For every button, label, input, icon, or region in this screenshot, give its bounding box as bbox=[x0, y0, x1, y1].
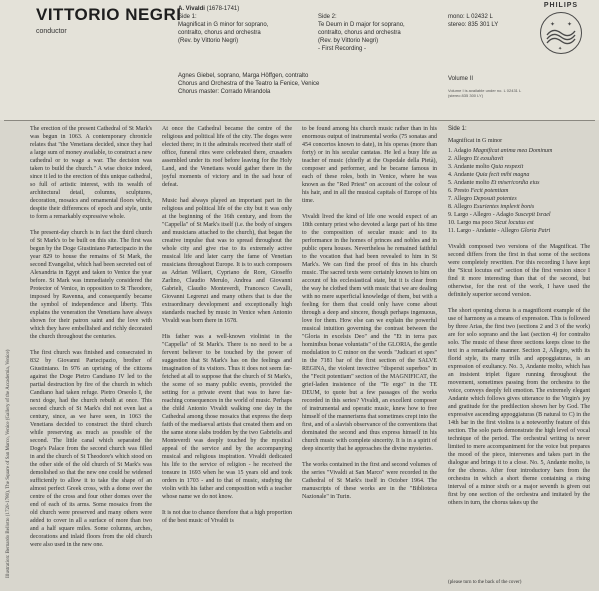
paragraph: The present-day church is in fact the third church of St Mark's to be built on this site. The first was begun by the Doge Giustiniano Partecipazio in the year 829 to house the remains of St Mark, the second Evangelist, which had been secreted out of Alexandria in Egypt and taken to Venice the year before. St Mark was immediately considered the Protector of Venice, in opposition to St Theodore, imposed by Ravenna, and consequently became the symbol of independence and liberty. This explains the veneration the Venetians have always shown for their patron saint and the love with which they have embellished and richly decorated the church throughout the centuries. bbox=[30, 230, 152, 340]
mono-catalog: mono: L 02432 L bbox=[448, 14, 493, 20]
stereo-catalog: stereo: 835 301 LY bbox=[448, 22, 499, 28]
catalog-numbers bbox=[448, 13, 538, 29]
side1-title-line: (Rev. by Vittorio Negri) bbox=[178, 38, 239, 44]
track-text: Et misericordia eius bbox=[491, 180, 540, 186]
track-item bbox=[448, 163, 590, 171]
svg-text:✦: ✦ bbox=[567, 22, 573, 28]
illustration-caption bbox=[2, 150, 16, 580]
caption-text: Illustration: Bernardo Bellotto (1720-1780), The Square of San Marco, Venice (Gallery of the Accademia, Venice) bbox=[6, 349, 11, 578]
track-item bbox=[448, 227, 590, 235]
paragraph: Vivaldi composed two versions of the Magnificat. The second differs from the first in that some of the sections were completely rewritten. For this recording I have kept the "Sicut locutus est" section of the first version since I find it more interesting than that of the second, but otherwise, for the rest of the work, I have used the definitely superior second version. bbox=[448, 244, 590, 298]
paragraph: The first church was finished and consecrated in 832 by Giovanni Partecipazio, brother of Giustiniano. In 976 an uprising of the citizens against the Doge Pietro Candiano IV led to the partial destruction by fire of the church in which Candiano had taken refuge. Pietro Orseolo I, the next doge, had the church rebuilt at once. This second church of St Mark's did not even last a century, since, as we have seen, in 1063 the Venetians decided to construct the third church while preserving as much as possible of the second. The little canal which separated the Doge's Palace from the second church was filled in and the church of St Theodore's which stood on the other side of the old church of St Mark's was demolished so that the new one could be widened sufficiently to allow it to take the shape of an almost perfect Greek cross, with a dome over the centre of the cross and four other domes over the end of each of its arms. Some mosaics from the old church were preserved and many others were added to cover in all a surface of more than two and a half square miles. Some columns, arches, decorations and inlaid floors from the old church were also used in the new one. bbox=[30, 350, 152, 548]
track-number: 9. bbox=[448, 212, 453, 218]
track-number: 8. bbox=[448, 204, 453, 210]
track-tempo: Largo - Andante - Allegro bbox=[456, 228, 519, 234]
track-tempo: Presto bbox=[454, 188, 469, 194]
paragraph: The erection of the present Cathedral of St Mark's was begun in 1063. A contemporary chronicle relates that "the Venetians decided, since they had a large sum of money available, to construct a new cathedral or to wage a war. The decision was taken to build the church." A wise choice indeed, since it led to the erection of this unique cathedral, so full of artistic interest, with its wealth of architectural detail, columns, sculptures, decoration, mosaics and ornamental floors which, despite their differences of epoch and style, unite to form a remarkably expressive whole. bbox=[30, 126, 152, 220]
work-title: Magnificat in G minor bbox=[448, 138, 503, 144]
side1-header bbox=[178, 5, 318, 45]
side2-title-line: Te Deum in D major for soprano, bbox=[318, 22, 405, 28]
artist-name: VITTORIO NEGRI bbox=[36, 5, 182, 24]
composer-dates: (1678-1741) bbox=[206, 6, 240, 12]
paragraph: The works contained in the first and second volumes of the series "Vivaldi at San Marco" were recorded in the Cathedral of St Mark's itself in October 1964. The manuscripts of these works are in the "Biblioteca Nazionale" in Turin. bbox=[302, 462, 437, 500]
track-text: Magnificat anima mea Dominum bbox=[472, 148, 553, 154]
track-tempo: Andante bbox=[453, 172, 474, 178]
track-tempo: Allegro bbox=[453, 156, 472, 162]
side2-title-line: contralto, chorus and orchestra bbox=[318, 30, 401, 36]
side1-label: Side 1: bbox=[178, 14, 197, 20]
track-tempo: Largo ma poco bbox=[457, 220, 494, 226]
paragraph: At once the Cathedral became the centre of the religious and political life of the city. The doges were elected there; in it the admirals received their staff of office, funeral rites were celebrated there, crusaders assembled under its roof before leaving for the Holy Land, and the Venetians would gather there in the joyful moments of victory and in the sad hour of defeat. bbox=[162, 126, 292, 188]
track-number: 4. bbox=[448, 172, 453, 178]
track-number: 2. bbox=[448, 156, 453, 162]
artist-role: conductor bbox=[36, 28, 67, 35]
essay-column-3 bbox=[302, 125, 437, 580]
soloists: Agnes Giebel, soprano, Marga Höffgen, contralto bbox=[178, 73, 309, 79]
paragraph: His father was a well-known violinist in the "Cappella" of St Mark's. There is no need to be a fervent believer to be touched by the power of suggestion that St Mark's has on the feelings and imagination of its visitors. Thus it does not seem far-fetched at all to suppose that the church of St Mark's, the scene of so many public events, provided the setting for a private event that was to have far-reaching consequences in the world of music. Perhaps the child Antonio Vivaldi walking one day in the Cathedral among those mosaics that express the deep faith of the mediaeval artists that created them and on the same stone slabs trodden by the two Gabrielis and Monteverdi was deeply touched by the mystical appeal of the service and by the accompanying musical and religious inspiration. Vivaldi dedicated his life to the service of religion - he received the tonsure in 1693 when he was 15 years old and took orders in 1703 - and to that of music, studying the violin with his father and composition with a teacher whose name we do not know. bbox=[162, 334, 292, 500]
orchestra: Chorus and Orchestra of the Teatro la Fenice, Venice bbox=[178, 81, 320, 87]
track-tempo: Adagio bbox=[453, 148, 472, 154]
paragraph: Vivaldi lived the kind of life one would expect of an 18th century priest who devoted a large part of his time to the composition of secular music and to its performance in the homes of princes and nobles and in public opera houses. Nevertheless he remained faithful to the vocation that had been revealed to him in St Mark's. We can find the proof of this in his church music. The sacred texts were certainly known to him on account of his ecclesiastical state, but it is clear from the way he clothed them with music that we are dealing with no mere superficial knowledge of them, but with a feeling for them that could only have come about through a deep and sincere, though perhaps ingenuous, love for them. How else can we explain the powerful musical intuition governing the contrast between the "Gloria in excelsis Deo" and the "Et in terra pax hominibus bonae voluntatis" of the GLORIA, the gentle modulation to C minor on the words "Judicari et spes" in the 7181 bar of the first section of the SALVE REGINA, the violent invective "dispersit superbos" in the "Fecit potentiam" section of the MAGNIFICAT, the grief-laden insistence of the "Te ergo" in the TE DEUM, to quote but a few passages of the works recorded in this series? Vivaldi, an excellent composer of instrumental and operatic music, knew how to free himself of the mannerisms that sometimes crept into the first, and of a slavish observance of the conventions that dominated the second and thus express himself in his church music with complete sincerity. It is in a spirit of deep sincerity that he approaches the divine mysteries. bbox=[302, 214, 437, 452]
track-text: Suscepit Israel bbox=[515, 212, 551, 218]
performers bbox=[178, 72, 448, 96]
side2-title-line: (Rev. by Vittorio Negri) bbox=[318, 38, 379, 44]
track-text: Esurientes implevit bonis bbox=[473, 204, 535, 210]
track-number: 5. bbox=[448, 180, 453, 186]
track-tempo: Largo - Allegro - Adagio bbox=[454, 212, 514, 218]
track-tempo: Allegro bbox=[453, 204, 472, 210]
track-item bbox=[448, 179, 590, 187]
side-label: Side 1: bbox=[448, 126, 467, 132]
track-item bbox=[448, 187, 590, 195]
track-number: 7. bbox=[448, 196, 453, 202]
track-item bbox=[448, 211, 590, 219]
chorus-master: Chorus master: Corrado Mirandola bbox=[178, 89, 271, 95]
footer-note: (please turn to the back of the cover) bbox=[448, 580, 522, 585]
side1-title-line: contralto, chorus and orchestra bbox=[178, 30, 261, 36]
track-text: Quia fecit mihi magna bbox=[475, 172, 530, 178]
volume-label: Volume II bbox=[448, 76, 474, 82]
track-item bbox=[448, 203, 590, 211]
svg-text:✦: ✦ bbox=[550, 22, 556, 28]
track-tempo: Andante molto bbox=[453, 180, 490, 186]
track-number: 3. bbox=[448, 164, 453, 170]
paragraph: Music had always played an important part in the religious and political life of the city but it was only at the beginning of the 16th century, and from the "Cappella" of St Mark's itself (i.e. the body of singers and musicians attached to the church), that began the creative impulse that was to spread throughout the whole city and give rise to its extremely active musical life and later carry the fame of Venetian musicians throughout Europe. It is to such composers as Adrian Willaert, Cypriano de Rore, Gioseffo Zarlino, Claudio Merulo, Andrea and Giovanni Gabrieli, Claudio Monteverdi, Francesco Cavalli, Giovanni Legrenzi and many others that is due the extraordinary development and exceptionally high standards reached by music in Venice when Antonio Vivaldi was born there in 1678. bbox=[162, 198, 292, 324]
paragraph: to be found among his church music rather than in his enormous output of instrumental works (75 sonatas and 454 concertos known to date), in his operas (more than forty) or in his secular cantatas. He led a busy life as teacher of music (chiefly at the Ospedale della Pietà), composer and performer, and he became famous in each of these roles, both in Venice, where he was known as the "Red Priest" on account of the colour of his hair, and in all the musical capitals of Europe of his time. bbox=[302, 126, 437, 204]
track-item bbox=[448, 155, 590, 163]
track-item bbox=[448, 147, 590, 155]
track-text: Et exsultavit bbox=[473, 156, 504, 162]
track-list bbox=[448, 147, 590, 235]
philips-shield-icon bbox=[540, 12, 582, 54]
track-number: 11. bbox=[448, 228, 456, 234]
side2-title-line: - First Recording - bbox=[318, 46, 367, 52]
side1-title-line: Magnificat in G minor for soprano, bbox=[178, 22, 269, 28]
essay-column-1 bbox=[30, 125, 152, 580]
paragraph: The short opening chorus is a magnificent example of the use of harmony as a means of expression. This is followed by three Arias, the first two (sections 2 and 3 of the work) are for solo soprano and the last (section 4) for contralto solo. The music of these three sections keeps close to the text in a remarkable manner. Section 2, Allegro, with its florid style, its many trills and appoggiaturas, is an expression of exultancy. No. 3, Andante molto, which has an insistent triplet figure running throughout the movement, sometimes passing from the orchestra to the voice, conveys deeply felt emotion. The extremely elegant Andante which follows gives utterance to the Virgin's joy and gratitude for the predilection shown her by God. The expressive ascending appoggiaturas (B natural to C) in the 14th bar in the first violins is a noteworthy feature of this section. The solo parts demonstrate the high level of vocal technique of the period. The orchestral writing is never limited to mere accompaniment for the voice but prepares the mood of the piece, intervenes and takes part in the dialogue and brings it to a close. No. 5, Andante molto, is for the chorus. After four introductory bars from the orchestra in which a short theme containing a rising interval of a minor sixth or a major seventh is given out first by one section of the orchestra and imitated by the others in turn, the chorus takes up the bbox=[448, 308, 590, 506]
track-text: Sicut locutus est bbox=[494, 220, 534, 226]
track-text: Deposuit potentes bbox=[473, 196, 517, 202]
track-item bbox=[448, 219, 590, 227]
composer-name: A. Vivaldi bbox=[178, 6, 205, 12]
track-text: Quia respexit bbox=[491, 164, 524, 170]
notes-column-4 bbox=[448, 125, 590, 575]
essay-column-2 bbox=[162, 125, 292, 580]
track-tempo: Allegro bbox=[453, 196, 472, 202]
brand-name: PHILIPS bbox=[543, 2, 579, 9]
paragraph: It is not due to chance therefore that a high proportion of the best music of Vivaldi is bbox=[162, 510, 292, 524]
volume-note: Volume I is available under no. L 02431 L (stereo 835 300 LY) bbox=[448, 88, 522, 98]
track-item bbox=[448, 195, 590, 203]
track-item bbox=[448, 171, 590, 179]
svg-text:✦: ✦ bbox=[558, 47, 563, 52]
track-number: 10. bbox=[448, 220, 456, 226]
track-number: 6. bbox=[448, 188, 453, 194]
side2-header bbox=[318, 13, 458, 53]
header-divider bbox=[4, 120, 595, 121]
track-number: 1. bbox=[448, 148, 453, 154]
track-text: Fecit potentiam bbox=[470, 188, 509, 194]
side2-label: Side 2: bbox=[318, 14, 337, 20]
philips-logo bbox=[528, 2, 594, 58]
track-tempo: Andante molto bbox=[453, 164, 490, 170]
track-text: Gloria Patri bbox=[520, 228, 551, 234]
